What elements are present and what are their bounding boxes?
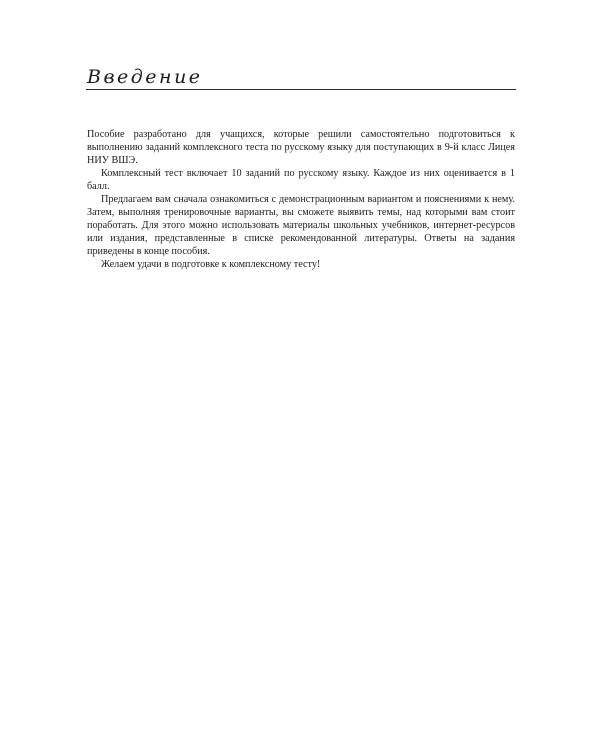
body-text — [87, 128, 515, 271]
paragraph-1: Пособие разработано для учащихся, которые решили самостоятельно подготовиться к выполнению заданий комплексного теста по русскому языку для поступающих в 9-й класс Лицея НИУ ВШЭ. — [87, 129, 515, 166]
paragraph-4: Желаем удачи в подготовке к комплексному тесту! — [101, 259, 321, 270]
paragraph-2: Комплексный тест включает 10 заданий по русскому языку. Каждое из них оценивается в 1 балл. — [87, 168, 515, 192]
title-underline — [86, 89, 516, 90]
heading-block — [86, 66, 516, 90]
paragraph-3: Предлагаем вам сначала ознакомиться с демонстрационным вариантом и пояснениями к нему. Затем, выполняя тренировочные варианты, вы сможете выявить темы, над которыми вам стоит поработать. Для этого можно использовать материалы школьных учебников, интернет-ресурсов или издания, представленные в списке рекомендованной литературы. Ответы на задания приведены в конце пособия. — [87, 194, 515, 257]
page-title: Введение — [87, 66, 203, 88]
